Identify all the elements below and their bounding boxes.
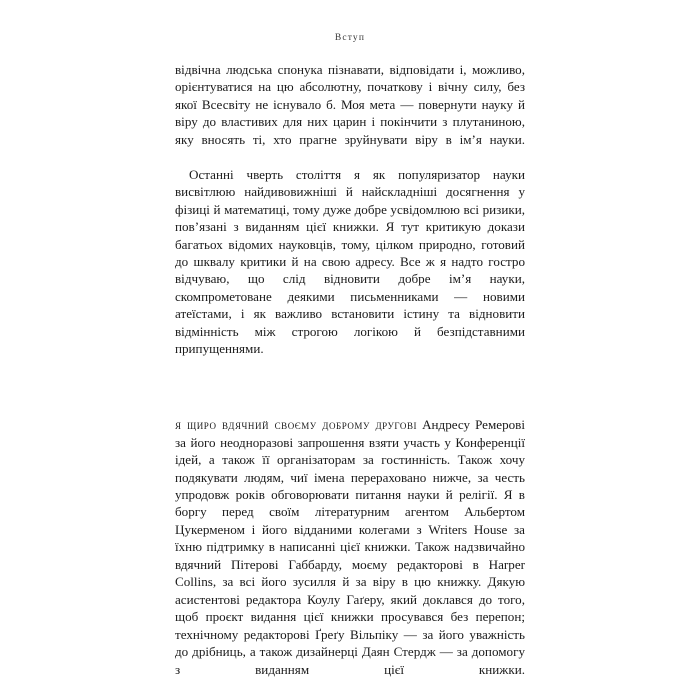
paragraph: відвічна людська спонука пізнавати, відповідати і, можливо, орієнтуватися на цю абсолютну, початкову і вічну силу, без якої Всесвіту не існувало б. Моя мета — повернути науку й віру до властивих для них царин і покінчити з плутаниною, яку вносять ті, хто прагне зруйнувати віру в ім’я науки.	[175, 62, 525, 147]
acknowledgements-block	[175, 416, 525, 695]
paragraph	[175, 416, 525, 695]
text-column	[175, 61, 525, 695]
paragraph: Останні чверть століття я як популяризатор науки висвітлюю найдивовижніші й найскладніші досягнення у фізиці й математиці, тому дуже добре усвідомлюю всі ризики, пов’язані з виданням цієї книжки. Я тут критикую докази багатьох відомих науковців, тому, цілком природно, готовий до шквалу критики й на свою адресу. Все ж я надто гостро відчуваю, що слід відновити добре ім’я науки, скомпрометоване деякими письменниками — новими атеїстами, і як важливо встановити істину та відновити відмінність між строгою логікою й безпідставними припущеннями.	[175, 166, 525, 357]
paragraph-body: Андресу Ремерові за його неодноразові запрошення взяти участь у Конференції ідей, а також її організаторам за гостинність. Також хочу подякувати людям, чиї імена перераховано нижче, за честь упродовж років обговорювати питання науки й релігії. Я в боргу перед своїм літературним агентом Альбертом Цукерменом і його відданими колегами з Writers House за їхню підтримку в написанні цієї книжки. Також надзвичайно вдячний Пітерові Габбарду, моєму редакторові в Harper Collins, за всі його зусилля й за віру в цю книжку. Дякую асистентові редактора Коулу Гаґеру, який доклався до того, щоб проєкт видання цієї книжки просувався без перепон; технічному редакторові Ґреґу Вільпіку — за його уважність до дрібниць, а також дизайнерці Даян Стердж — за допомогу з виданням цієї книжки.	[175, 417, 525, 677]
running-head: Вступ	[334, 33, 366, 43]
paragraph-lead-in: я щиро вдячний своєму доброму другові	[175, 417, 418, 433]
intro-block	[175, 61, 525, 375]
